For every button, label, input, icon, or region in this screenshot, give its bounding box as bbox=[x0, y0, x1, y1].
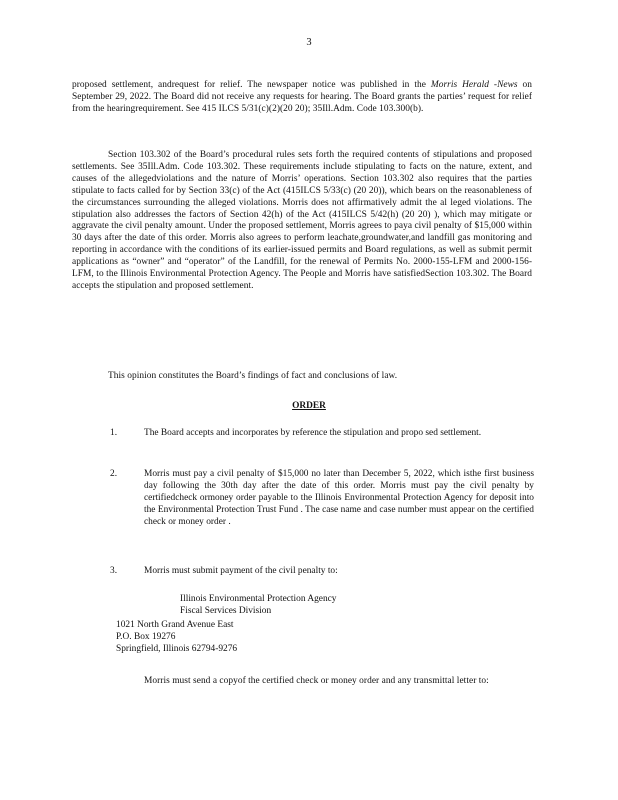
item-text: The Board accepts and incorporates by reference the stipulation and propo sed settlement. bbox=[144, 428, 482, 438]
paragraph-text: proposed settlement, andrequest for relief. The newspaper notice was published in the Morris Herald -News on September 29, 2022. The Board did not receive any requests for hearing. The Board grants the parties’ request for relief from the hearingrequirement. See 415 ILCS 5/31(c)(2)(20 20); 35Ill.Adm. Code 103.300(b). bbox=[72, 80, 532, 114]
paragraph-closing bbox=[144, 676, 534, 688]
address-line: Fiscal Services Division bbox=[180, 605, 272, 616]
address-agency-block bbox=[180, 594, 336, 618]
order-item-1 bbox=[110, 428, 534, 456]
address-street-block bbox=[116, 620, 237, 656]
item-text: Morris must submit payment of the civil penalty to: bbox=[144, 566, 338, 576]
paragraph-section-103-302 bbox=[72, 150, 532, 293]
paragraph-text: Morris must send a copyof the certified check or money order and any transmittal letter to: bbox=[144, 676, 489, 686]
newspaper-name: Morris Herald -News bbox=[430, 80, 518, 90]
item-number: 3. bbox=[110, 566, 118, 576]
address-line: P.O. Box 19276 bbox=[116, 631, 176, 642]
address-line: 1021 North Grand Avenue East bbox=[116, 620, 234, 630]
order-heading-text: ORDER bbox=[292, 401, 326, 411]
order-heading bbox=[0, 401, 618, 411]
address-line: Illinois Environmental Protection Agency bbox=[180, 594, 337, 604]
paragraph-text: This opinion constitutes the Board’s findings of fact and conclusions of law. bbox=[108, 371, 398, 381]
paragraph-newspaper-notice bbox=[72, 80, 532, 116]
item-text: Morris must pay a civil penalty of $15,000 no later than December 5, 2022, which isthe first business day following the 30th day after the date of this order. Morris must pay the civil penalty by certifiedcheck ormoney order payable to the Illinois Environmental Protection Agency for deposit into the Environmental Protection Trust Fund . The case name and case number must appear on the certified check or money order . bbox=[144, 469, 534, 527]
paragraph-opinion-statement bbox=[108, 371, 532, 383]
item-number: 2. bbox=[110, 469, 118, 479]
order-item-3 bbox=[110, 566, 534, 580]
paragraph-text: Section 103.302 of the Board’s procedural rules sets forth the required contents of stipulations and proposed settlements. See 35Ill.Adm. Code 103.302. These requirements include stipulating to facts on the nature, extent, and causes of the allegedviolations and the nature of Morris’ operations. Section 103.302 also requires that the parties stipulate to facts called for by Section 33(c) of the Act (415ILCS 5/33(c) (20 20)), which bears on the reasonableness of the circumstances surrounding the alleged violations. Morris does not affirmatively admit the al leged violations. The stipulation also addresses the factors of Section 42(h) of the Act (415ILCS 5/42(h) (20 20) ), which may mitigate or aggravate the civil penalty amount. Under the proposed settlement, Morris agrees to paya civil penalty of $15,000 within 30 days after the date of this order. Morris also agrees to perform leachate,groundwater,and landfill gas monitoring and reporting in accordance with the conditions of its earlier-issued permits and Board regulations, as well as submit permit applications as “owner” and “operator” of the Landfill, for the renewal of Permits No. 2000-155-LFM and 2000-156- LFM, to the Illinois Environmental Protection Agency. The People and Morris have satisfiedSection 103.302. The Board accepts the stipulation and proposed settlement. bbox=[72, 150, 532, 291]
item-number: 1. bbox=[110, 428, 118, 438]
order-item-2 bbox=[110, 469, 534, 553]
address-line: Springfield, Illinois 62794-9276 bbox=[116, 643, 238, 654]
page-number: 3 bbox=[306, 37, 312, 48]
